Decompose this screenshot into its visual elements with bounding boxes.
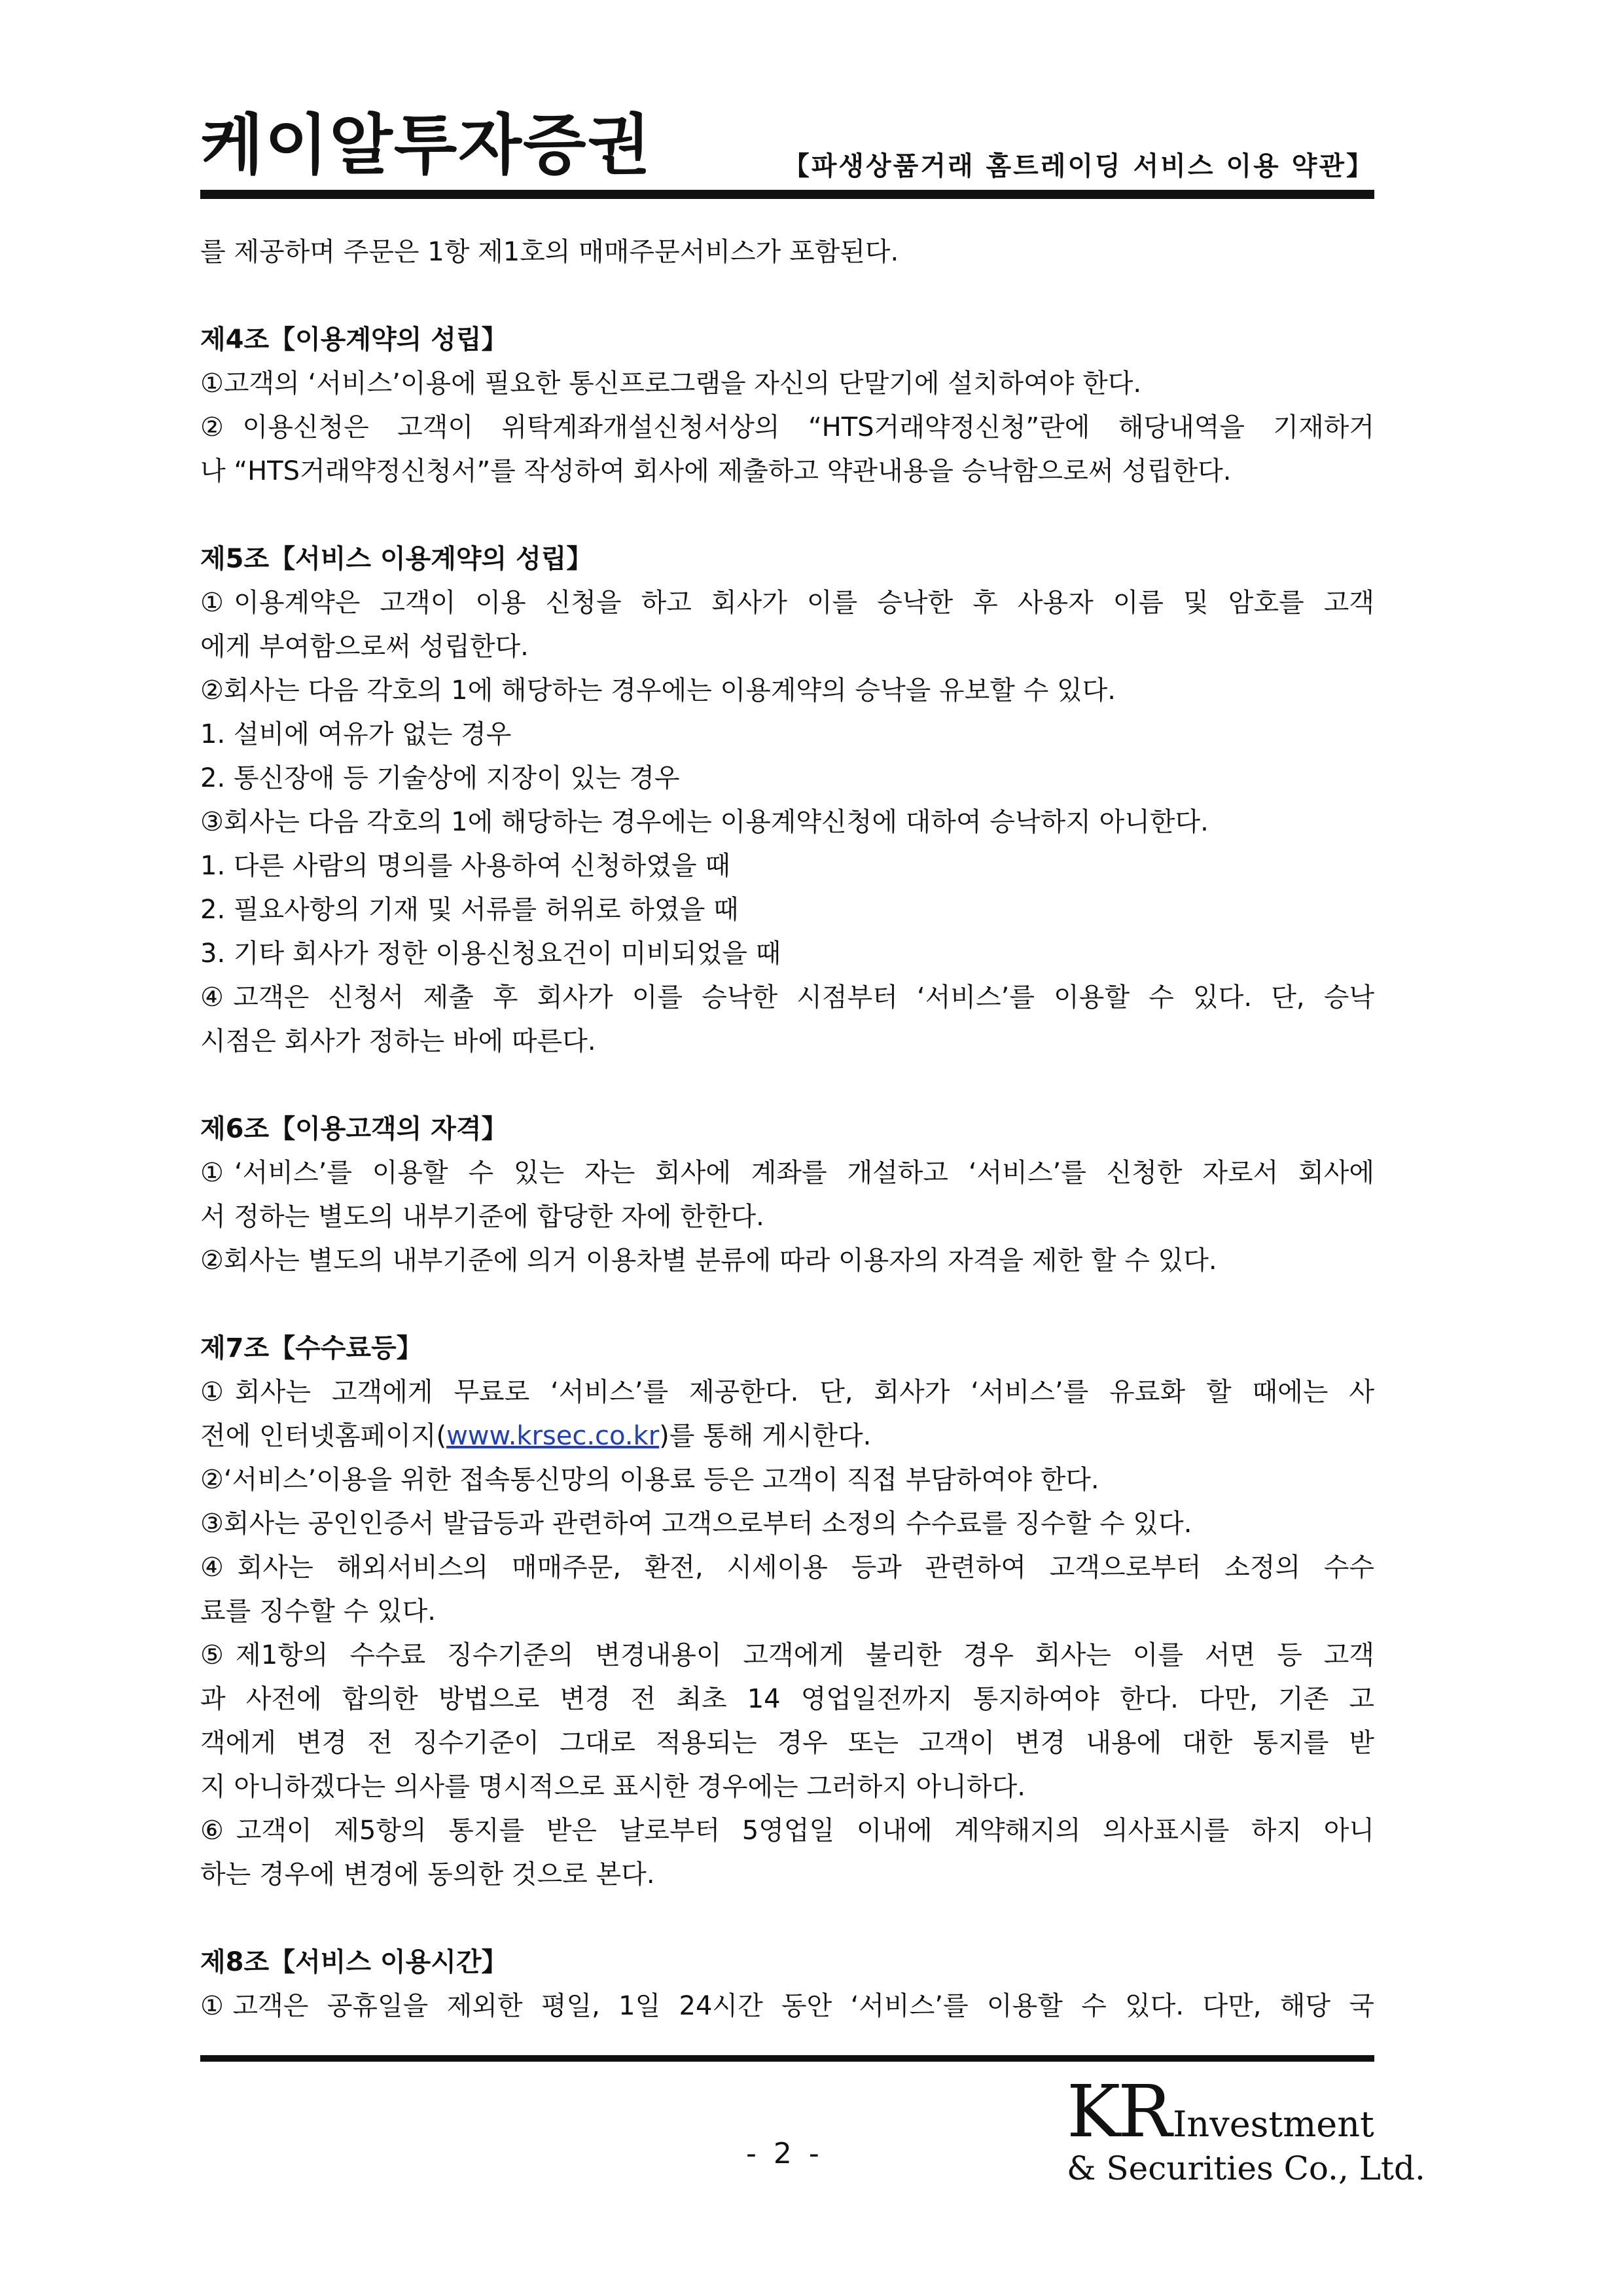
article-8-heading: 제8조【서비스 이용시간】 <box>200 1947 508 1977</box>
article-7-line: ⑤제1항의 수수료 징수기준의 변경내용이 고객에게 불리한 경우 회사는 이를 서면 등 고객 <box>200 1640 1374 1670</box>
header-rule <box>200 190 1374 199</box>
article-6-line: ②회사는 별도의 내부기준에 의거 이용차별 분류에 따라 이용자의 자격을 제한 할 수 있다. <box>200 1246 1217 1276</box>
article-4-line: 나 “HTS거래약정신청서”를 작성하여 회사에 제출하고 약관내용을 승낙함으로써 성립한다. <box>200 456 1232 486</box>
article-7-line: ⑥고객이 제5항의 통지를 받은 날로부터 5영업일 이내에 계약해지의 의사표시를 하지 아니 <box>200 1816 1374 1846</box>
article-8-line: ①고객은 공휴일을 제외한 평일, 1일 24시간 동안 ‘서비스’를 이용할 수 있다. 다만, 해당 국 <box>200 1991 1374 2021</box>
article-7-heading: 제7조【수수료등】 <box>200 1333 423 1363</box>
document-body <box>200 230 1374 2028</box>
document-title: 【파생상품거래 홈트레이딩 서비스 이용 약관】 <box>783 151 1374 181</box>
article-5-line: ④고객은 신청서 제출 후 회사가 이를 승낙한 시점부터 ‘서비스’를 이용할 수 있다. 단, 승낙 <box>200 982 1374 1013</box>
article-7-line: 지 아니하겠다는 의사를 명시적으로 표시한 경우에는 그러하지 아니하다. <box>200 1772 1026 1802</box>
article-6-line: ①‘서비스’를 이용할 수 있는 자는 회사에 계좌를 개설하고 ‘서비스’를 신청한 자로서 회사에 <box>200 1158 1374 1188</box>
article-5-line: ①이용계약은 고객이 이용 신청을 하고 회사가 이를 승낙한 후 사용자 이름 및 암호를 고객 <box>200 588 1374 618</box>
section-gap <box>200 1064 1374 1107</box>
section-gap <box>200 274 1374 318</box>
section-gap <box>200 1283 1374 1327</box>
article-7-line: 료를 징수할 수 있다. <box>200 1596 436 1626</box>
article-6-line: 서 정하는 별도의 내부기준에 합당한 자에 한한다. <box>200 1202 764 1232</box>
article-7-line: ①회사는 고객에게 무료로 ‘서비스’를 제공한다. 단, 회사가 ‘서비스’를 유료화 할 때에는 사 <box>200 1377 1374 1407</box>
line-text: )를 통해 게시한다. <box>659 1421 872 1451</box>
homepage-link[interactable]: www.krsec.co.kr <box>446 1421 660 1451</box>
article-4-heading: 제4조【이용계약의 성립】 <box>200 325 508 355</box>
article-5-line: 3. 기타 회사가 정한 이용신청요건이 미비되었을 때 <box>200 939 781 969</box>
section-gap <box>200 493 1374 537</box>
article-5-line: ②회사는 다음 각호의 1에 해당하는 경우에는 이용계약의 승낙을 유보할 수 있다. <box>200 675 1116 706</box>
brand-investment: Investment <box>1173 2104 1374 2145</box>
article-6-heading: 제6조【이용고객의 자격】 <box>200 1114 508 1144</box>
brand-logo <box>1067 2070 1425 2187</box>
article-7-line: 과 사전에 합의한 방법으로 변경 전 최초 14 영업일전까지 통지하여야 한다. 다만, 기존 고 <box>200 1684 1374 1714</box>
page-number: - 2 - <box>746 2137 823 2170</box>
article-7-line: 객에게 변경 전 징수기준이 그대로 적용되는 경우 또는 고객이 변경 내용에 대한 통지를 받 <box>200 1728 1374 1758</box>
article-5-line: 1. 다른 사람의 명의를 사용하여 신청하였을 때 <box>200 851 730 881</box>
brand-securities: & Securities Co., Ltd. <box>1067 2149 1425 2187</box>
article-4-line: ①고객의 ‘서비스’이용에 필요한 통신프로그램을 자신의 단말기에 설치하여야 한다. <box>200 368 1142 399</box>
article-7-line: 하는 경우에 변경에 동의한 것으로 본다. <box>200 1859 655 1890</box>
article-5-line: 시점은 회사가 정하는 바에 따른다. <box>200 1026 596 1056</box>
footer-rule <box>200 2055 1374 2062</box>
article-4-line: ②이용신청은 고객이 위탁계좌개설신청서상의 “HTS거래약정신청”란에 해당내역을 기재하거 <box>200 412 1374 442</box>
article-7-line: ④회사는 해외서비스의 매매주문, 환전, 시세이용 등과 관련하여 고객으로부터 소정의 수수 <box>200 1552 1374 1583</box>
brand-kr: KR <box>1067 2070 1169 2153</box>
article-5-line: 2. 통신장애 등 기술상에 지장이 있는 경우 <box>200 763 680 793</box>
article-7-line <box>200 1414 1374 1458</box>
line-text: 전에 인터넷홈페이지( <box>200 1421 447 1451</box>
article-5-heading: 제5조【서비스 이용계약의 성립】 <box>200 544 593 574</box>
intro-line: 를 제공하며 주문은 1항 제1호의 매매주문서비스가 포함된다. <box>200 237 899 267</box>
company-logo: 케이알투자증권 <box>200 107 652 183</box>
article-5-line: ③회사는 다음 각호의 1에 해당하는 경우에는 이용계약신청에 대하여 승낙하지 아니한다. <box>200 807 1209 837</box>
section-gap <box>200 1897 1374 1941</box>
article-7-line: ③회사는 공인인증서 발급등과 관련하여 고객으로부터 소정의 수수료를 징수할 수 있다. <box>200 1509 1192 1539</box>
article-7-line: ②‘서비스’이용을 위한 접속통신망의 이용료 등은 고객이 직접 부담하여야 한다. <box>200 1465 1099 1495</box>
article-5-line: 에게 부여함으로써 성립한다. <box>200 632 529 662</box>
article-5-line: 2. 필요사항의 기재 및 서류를 허위로 하였을 때 <box>200 895 739 925</box>
article-5-line: 1. 설비에 여유가 없는 경우 <box>200 719 512 749</box>
